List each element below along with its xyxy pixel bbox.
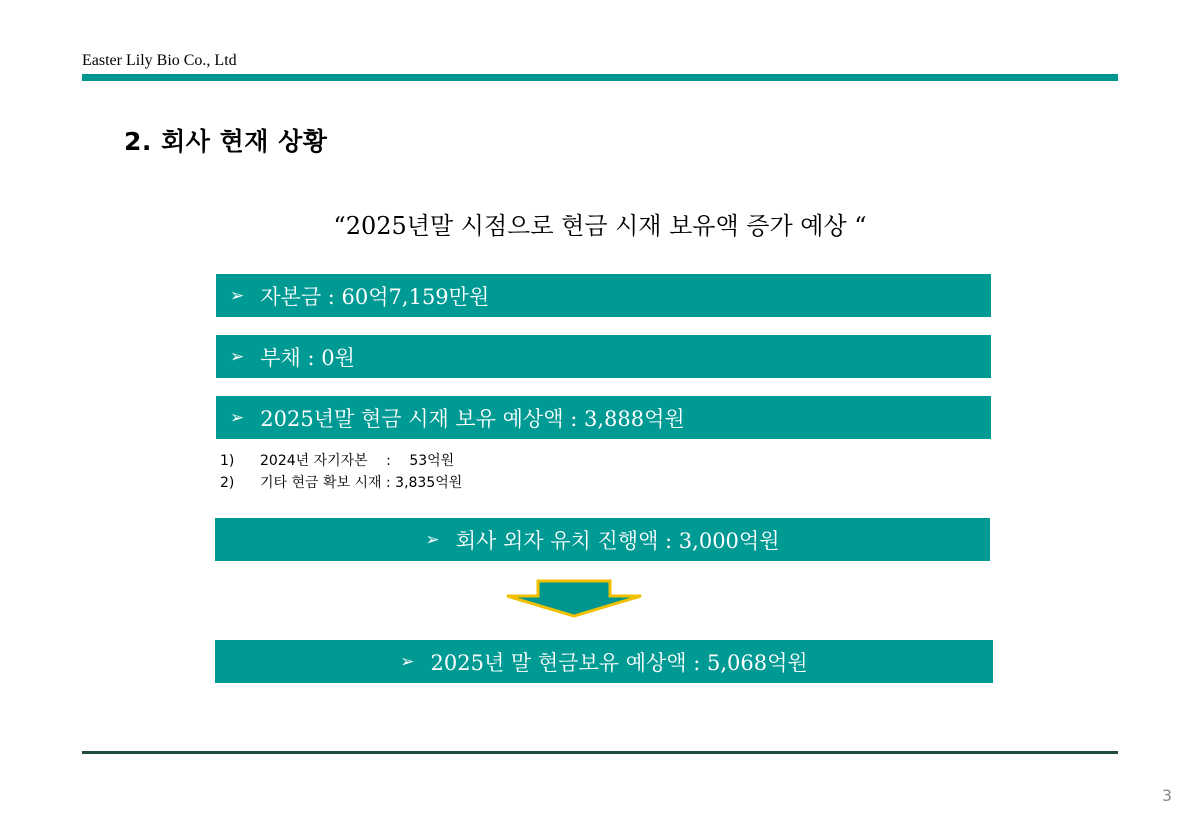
headline-quote: “2025년말 시점으로 현금 시재 보유액 증가 예상 “ [333,212,867,240]
section-title: 2. 회사 현재 상황 [124,127,328,156]
note-number: 2) [220,475,235,491]
note-number: 1) [220,453,235,469]
page-number: 3 [1161,786,1172,805]
investment-bar [215,518,990,561]
debt-text: 부채 : 0원 [260,345,355,370]
cash-2025-bar [216,396,991,439]
cash-2025-text: 2025년말 현금 시재 보유 예상액 : 3,888억원 [260,406,685,431]
arrow-bullet-icon: ➢ [230,407,245,428]
investment-text: 회사 외자 유치 진행액 : 3,000억원 [455,528,780,553]
total-text: 2025년 말 현금보유 예상액 : 5,068억원 [430,650,808,675]
bottom-rule [82,751,1118,754]
note-text: 기타 현금 확보 시재 : 3,835억원 [260,475,463,491]
total-bar [215,640,993,683]
capital-bar [216,274,991,317]
arrow-bullet-icon: ➢ [230,346,245,367]
arrow-bullet-icon: ➢ [230,285,245,306]
arrow-bullet-icon: ➢ [400,651,415,672]
capital-text: 자본금 : 60억7,159만원 [260,284,490,309]
debt-bar [216,335,991,378]
top-rule [82,74,1118,81]
arrow-bullet-icon: ➢ [425,529,440,550]
notes-list [220,450,462,494]
company-name: Easter Lily Bio Co., Ltd [82,52,237,69]
down-arrow-icon [502,579,646,619]
note-item [220,450,462,472]
note-text: 2024년 자기자본 : 53억원 [260,453,455,469]
note-item [220,472,462,494]
